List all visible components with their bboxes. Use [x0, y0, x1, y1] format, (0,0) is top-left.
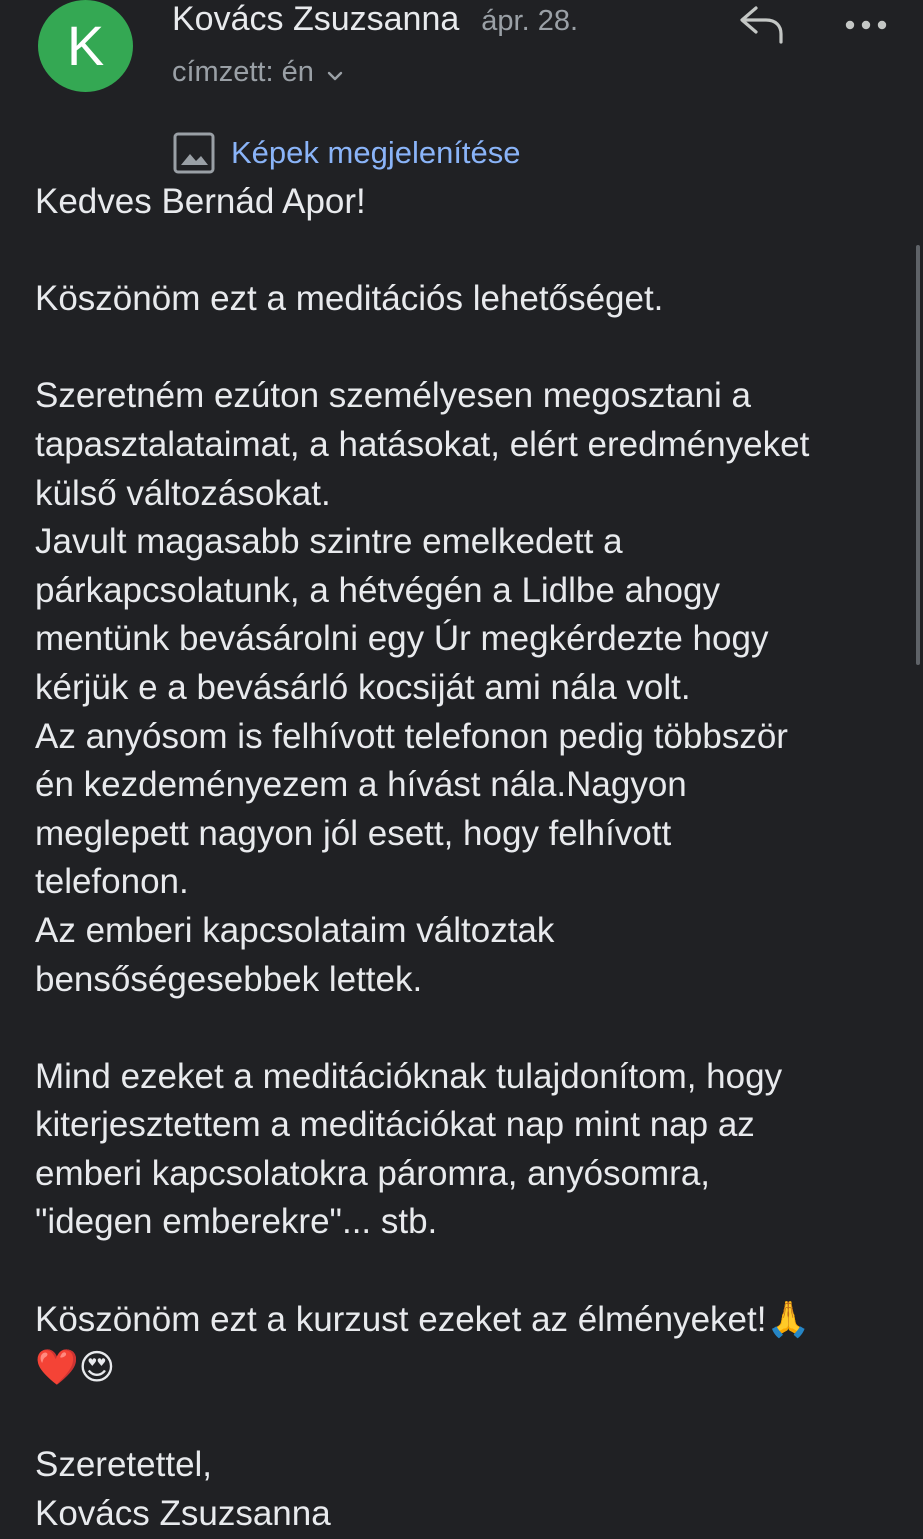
- greeting: Kedves Bernád Apor!: [35, 182, 366, 221]
- emoji-line: [35, 1344, 905, 1393]
- scrollbar[interactable]: [916, 245, 920, 665]
- body-line: kérjük e a bevásárló kocsiját ami nála volt.: [35, 667, 691, 707]
- closing-text: Köszönöm ezt a kurzust ezeket az élményeket!: [35, 1299, 767, 1339]
- reply-icon: [736, 2, 788, 46]
- show-images-link[interactable]: Képek megjelenítése: [231, 135, 521, 170]
- image-icon: [172, 131, 216, 175]
- avatar[interactable]: [38, 0, 133, 92]
- email-body: [35, 178, 905, 1539]
- body-line: párkapcsolatunk, a hétvégén a Lidlbe ahogy: [35, 570, 720, 610]
- body-line: Mind ezeket a meditációknak tulajdonítom, hogy: [35, 1056, 783, 1096]
- reply-button[interactable]: [736, 2, 788, 46]
- more-icon: [842, 10, 890, 40]
- message-date: ápr. 28.: [481, 5, 579, 37]
- avatar-letter: K: [66, 14, 105, 77]
- sender-line: [172, 0, 578, 40]
- body-line: tapasztalataimat, a hatásokat, elért eredményeket: [35, 424, 810, 464]
- sender-name[interactable]: Kovács Zsuzsanna: [172, 0, 460, 38]
- body-line: Az anyósom is felhívott telefonon pedig többször: [35, 716, 788, 756]
- body-line: bensőségesebbek lettek.: [35, 959, 423, 999]
- signoff: Szeretettel,: [35, 1445, 213, 1485]
- body-line: emberi kapcsolatokra páromra, anyósomra,: [35, 1153, 711, 1193]
- body-line: Javult magasabb szintre emelkedett a: [35, 522, 623, 562]
- body-line: meglepett nagyon jól esett, hogy felhívott: [35, 813, 672, 853]
- recipient-toggle[interactable]: [172, 56, 346, 89]
- chevron-down-icon: [324, 62, 346, 84]
- recipient-label: címzett: én: [172, 56, 314, 88]
- heart-eyes-emoji: 😍: [78, 1348, 116, 1389]
- heart-emoji: ❤️: [35, 1348, 79, 1389]
- closing-line: [35, 1296, 905, 1345]
- more-options-button[interactable]: [842, 10, 890, 40]
- body-line: mentünk bevásárolni egy Úr megkérdezte hogy: [35, 619, 769, 659]
- body-line: külső változásokat.: [35, 473, 331, 513]
- pray-emoji: 🙏: [766, 1299, 811, 1340]
- body-line: "idegen emberekre"... stb.: [35, 1202, 438, 1242]
- body-line: Szeretném ezúton személyesen megosztani a: [35, 376, 751, 416]
- signature: Kovács Zsuzsanna: [35, 1494, 331, 1534]
- body-line: telefonon.: [35, 862, 189, 902]
- body-line: kiterjesztettem a meditációkat nap mint nap az: [35, 1105, 755, 1145]
- thanks-line: Köszönöm ezt a meditációs lehetőséget.: [35, 279, 664, 319]
- body-line: én kezdeményezem a hívást nála.Nagyon: [35, 765, 687, 805]
- show-images-row[interactable]: [172, 130, 521, 176]
- body-line: Az emberi kapcsolataim változtak: [35, 910, 555, 950]
